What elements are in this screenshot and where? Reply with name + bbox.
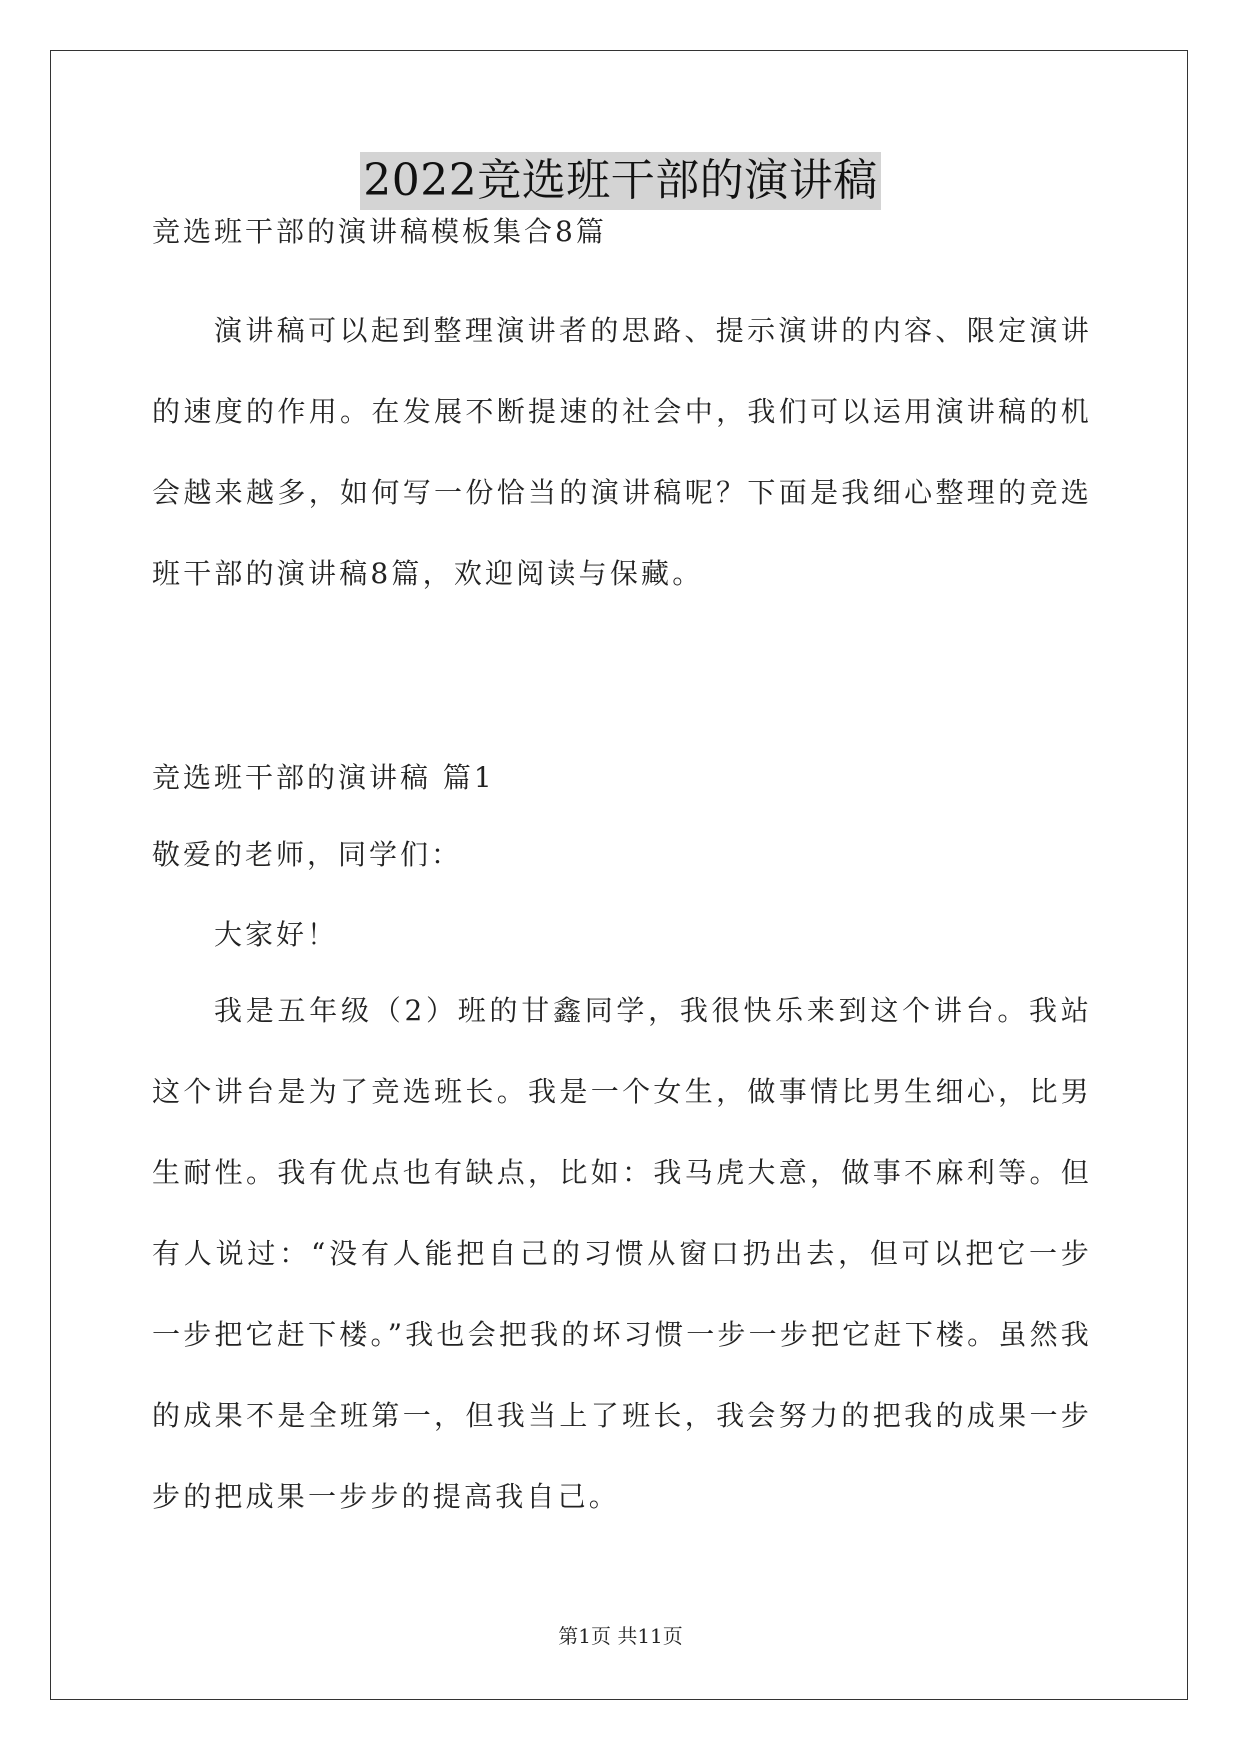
greeting: 大家好！ <box>214 918 339 951</box>
document-title: 2022竞选班干部的演讲稿 <box>360 152 880 210</box>
intro-paragraph: 演讲稿可以起到整理演讲者的思路、提示演讲的内容、限定演讲的速度的作用。在发展不断提速的社会中，我们可以运用演讲稿的机会越来越多，如何写一份恰当的演讲稿呢？下面是我细心整理的竞选班干部的演讲稿8篇，欢迎阅读与保藏。 <box>152 314 1092 590</box>
body-paragraph: 我是五年级（2）班的甘鑫同学，我很快乐来到这个讲台。我站这个讲台是为了竞选班长。我是一个女生，做事情比男生细心，比男生耐性。我有优点也有缺点，比如：我马虎大意，做事不麻利等。但有人说过：“没有人能把自己的习惯从窗口扔出去，但可以把它一步一步把它赶下楼。”我也会把我的坏习惯一步一步把它赶下楼。虽然我的成果不是全班第一，但我当上了班长，我会努力的把我的成果一步步的把成果一步步的提高我自己。 <box>152 994 1092 1513</box>
section-heading: 竞选班干部的演讲稿 篇1 <box>152 761 495 794</box>
title-container <box>0 152 1241 210</box>
salutation: 敬爱的老师，同学们： <box>152 838 463 871</box>
page-footer: 第1页 共11页 <box>558 1624 683 1648</box>
document-subtitle: 竞选班干部的演讲稿模板集合8篇 <box>152 215 607 248</box>
